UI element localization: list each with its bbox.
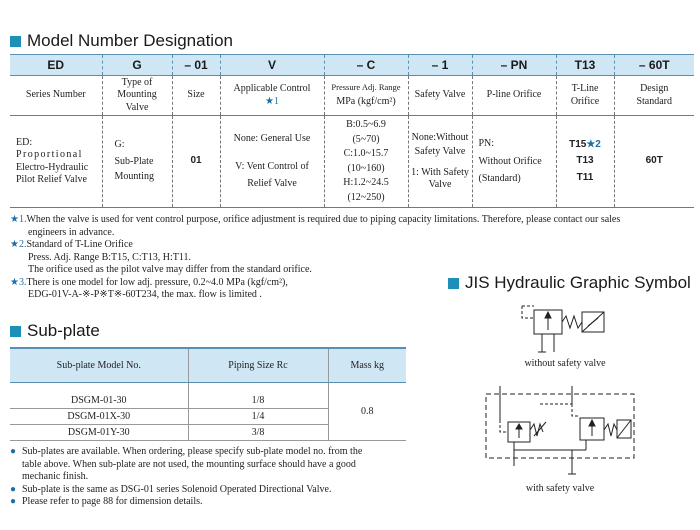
subplate-table (10, 347, 406, 441)
relief-valve-symbol-without-safety (510, 300, 620, 358)
header-row (10, 76, 694, 116)
size-option: 01 (172, 116, 220, 208)
footnotes: ★1.When the valve is used for vent control purpose, orifice adjustment is required due to piping capacity limitations. Therefore, please contact our sales engineers in advance. ★2.Standard of T-Line Orifice Press. Adj. Range B:T15, C:T13, H:T11. The orifice used as the pilot valve may differ from the standard orifice. ★3.There is one model for low adj. pressure, 0.2~4.0 MPa (kgf/cm²), EDG-01V-A-※-P※T※-60T234, the max. flow is limited . (10, 214, 694, 302)
bullet-icon: ● (10, 496, 17, 507)
jis-title: JIS Hydraulic Graphic Symbol (465, 273, 691, 292)
footnote-3: ★3.There is one model for low adj. pressure, 0.2~4.0 MPa (kgf/cm²), (10, 276, 288, 288)
star-note-2: ★2 (586, 138, 601, 150)
type-options: G: Sub-Plate Mounting (102, 116, 172, 208)
code-design: – 60T (614, 55, 694, 76)
code-pressure: – C (324, 55, 408, 76)
list-item: ● Sub-plates are available. When ordering, please specify sub-plate model no. from the table above. When sub-plate are not used, the mounting surface should have a good mechanic finish. (10, 446, 363, 482)
code-pline: – PN (472, 55, 556, 76)
header-control: Applicable Control ★1 (220, 76, 324, 116)
bullet-icon: ● (10, 483, 17, 495)
star-note-1: ★1 (265, 95, 279, 107)
subplate-notes (10, 446, 430, 509)
subplate-header-size: Piping Size Rc (188, 348, 328, 382)
code-safety: – 1 (408, 55, 472, 76)
section-marker-icon (448, 278, 459, 289)
pline-options: PN: Without Orifice (Standard) (472, 116, 556, 208)
code-row (10, 55, 694, 76)
model-designation-title: Model Number Designation (27, 31, 233, 50)
design-option: 60T (614, 116, 694, 208)
subplate-header-model: Sub-plate Model No. (10, 348, 188, 382)
list-item: ● Please refer to page 88 for dimension details. (10, 496, 203, 507)
model-designation-table (10, 54, 694, 208)
subplate-mass: 0.8 (328, 382, 406, 440)
model-designation-heading (10, 31, 233, 51)
header-type: Type of Mounting Valve (102, 76, 172, 116)
subplate-title: Sub-plate (27, 321, 100, 340)
section-marker-icon (10, 36, 21, 47)
pressure-options: B:0.5~6.9 (5~70) C:1.0~15.7 (10~160) H:1.2~24.5 (12~250) (324, 116, 408, 208)
code-tline: T13 (556, 55, 614, 76)
footnote-2: ★2.Standard of T-Line Orifice (10, 239, 133, 250)
header-tline: T-Line Orifice (556, 76, 614, 116)
tline-options: T15★2 T13 T11 (556, 116, 614, 208)
table-row: DSGM-01X-30 1/4 (10, 408, 406, 424)
caption-without-safety: without safety valve (524, 358, 606, 369)
header-size: Size (172, 76, 220, 116)
bullet-icon: ● (10, 446, 17, 457)
code-size: – 01 (172, 55, 220, 76)
subplate-heading (10, 321, 100, 341)
table-row: DSGM-01Y-30 3/8 (10, 424, 406, 440)
footnote-1: ★1.When the valve is used for vent control purpose, orifice adjustment is required due to piping capacity limitations. Therefore, please contact our sales (10, 214, 621, 225)
code-series: ED (10, 55, 102, 76)
control-options: None: General Use V: Vent Control of Relief Valve (220, 116, 324, 208)
subplate-header-mass: Mass kg (328, 348, 406, 382)
options-row (10, 116, 694, 208)
section-marker-icon (10, 326, 21, 337)
relief-valve-symbol-with-safety (480, 380, 640, 480)
subplate-header-row (10, 348, 406, 382)
header-series: Series Number (10, 76, 102, 116)
header-pline: P-line Orifice (472, 76, 556, 116)
header-safety: Safety Valve (408, 76, 472, 116)
list-item: ● Sub-plate is the same as DSG-01 series Solenoid Operated Directional Valve. (10, 483, 332, 495)
header-design: Design Standard (614, 76, 694, 116)
table-row: DSGM-01-30 1/8 0.8 (10, 382, 406, 408)
header-pressure: Pressure Adj. Range MPa (kgf/cm²) (324, 76, 408, 116)
code-control: V (220, 55, 324, 76)
jis-heading (448, 273, 691, 293)
series-options: ED: Proportional Electro-Hydraulic Pilot Relief Valve (10, 116, 102, 208)
caption-with-safety: with safety valve (525, 483, 595, 494)
code-type: G (102, 55, 172, 76)
safety-options: None:Without Safety Valve 1: With Safety Valve (408, 116, 472, 208)
